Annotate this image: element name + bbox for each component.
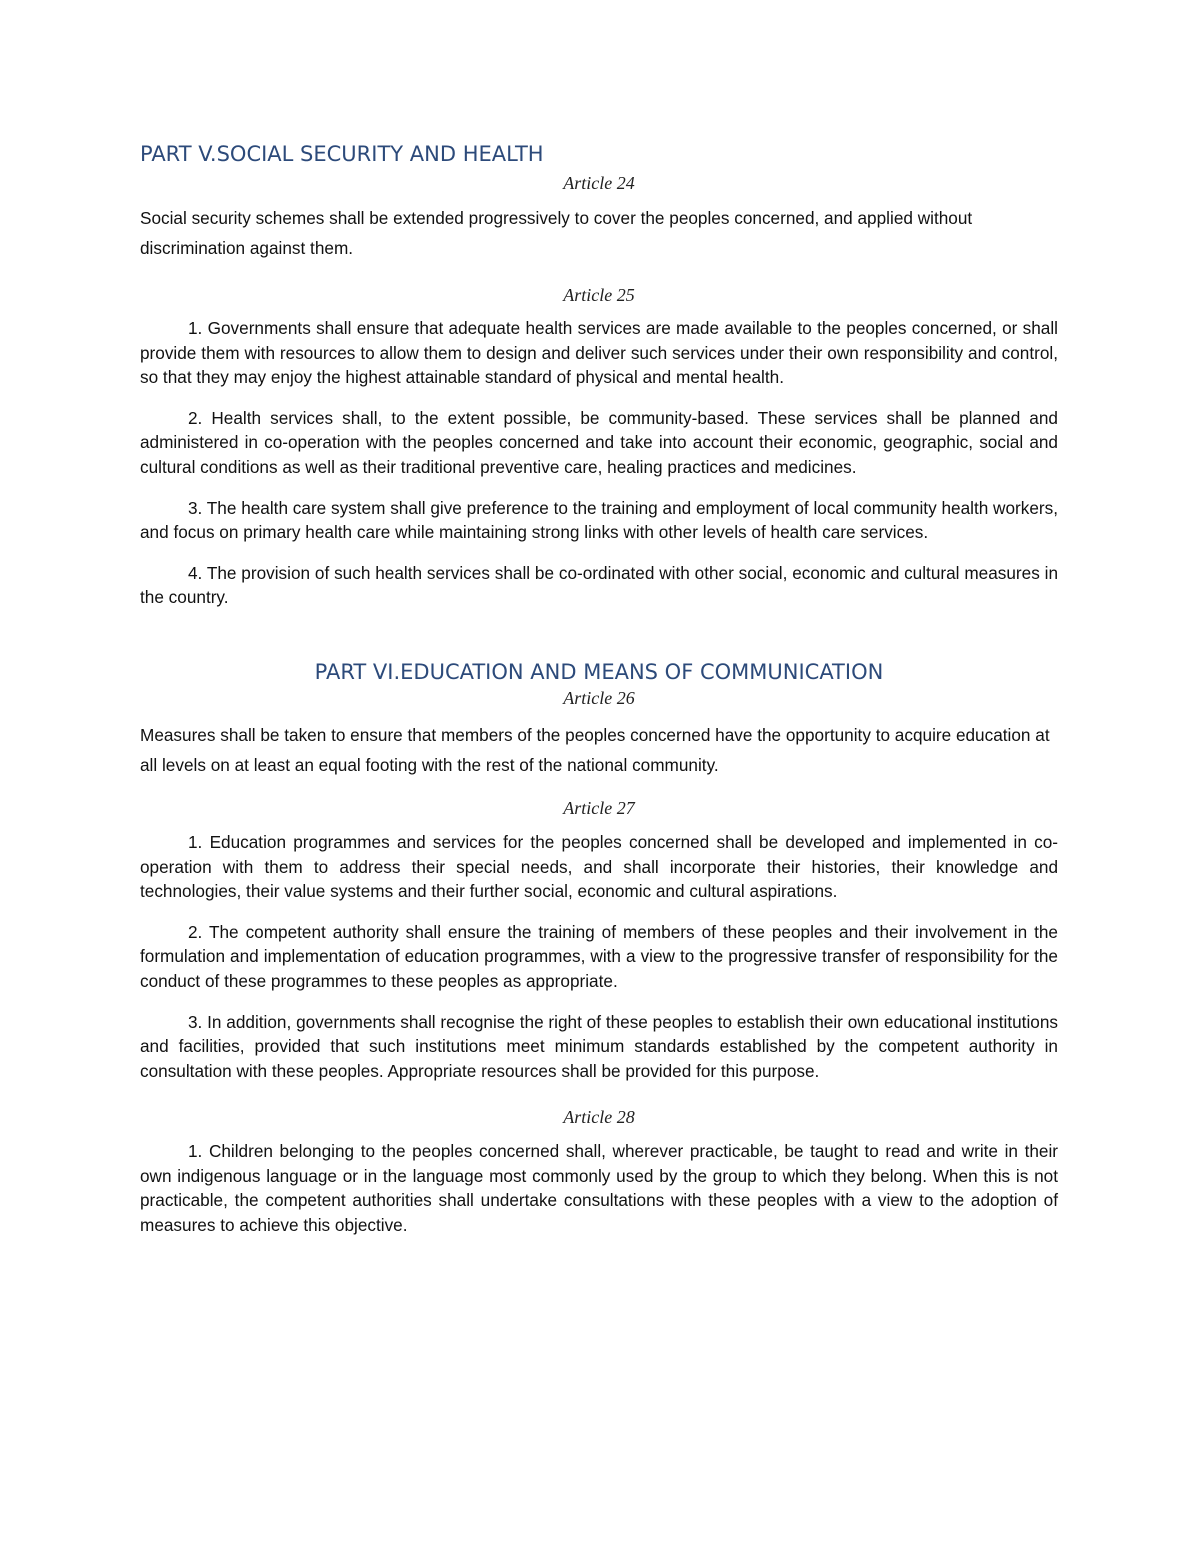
article-item: 3. In addition, governments shall recognise the right of these peoples to establish their own educational institutions and facilities, provided that such institutions meet minimum standards established by the competent authority in consultation with these peoples. Appropriate resources shall be provided for this purpose. <box>140 1011 1058 1081</box>
article-item: 4. The provision of such health services shall be co-ordinated with other social, economic and cultural measures in the country. <box>140 562 1058 608</box>
article-item: 3. The health care system shall give preference to the training and employment of local community health workers, and focus on primary health care while maintaining strong links with other levels of health care services. <box>140 497 1058 543</box>
article-title: Article 26 <box>563 687 635 708</box>
part-heading: PART VI.EDUCATION AND MEANS OF COMMUNICATION <box>314 659 884 684</box>
article-title: Article 27 <box>563 797 635 818</box>
article-title: Article 28 <box>563 1107 635 1128</box>
article-item: 2. The competent authority shall ensure the training of members of these peoples and their involvement in the formulation and implementation of education programmes, with a view to the progressive transfer of responsibility for the conduct of these programmes to these peoples as appropriate. <box>140 921 1058 991</box>
article-title: Article 25 <box>563 285 635 305</box>
document-page <box>140 140 1058 1238</box>
article-title: Article 24 <box>563 173 635 193</box>
article-paragraph: Measures shall be taken to ensure that members of the peoples concerned have the opportunity to acquire education at all levels on at least an equal footing with the rest of the national community. <box>140 724 1050 775</box>
article-item: 1. Children belonging to the peoples concerned shall, wherever practicable, be taught to read and write in their own indigenous language or in the language most commonly used by the group to which they belong. When this is not practicable, the competent authorities shall undertake consultations with these peoples with a view to the adoption of measures to achieve this objective. <box>140 1141 1058 1236</box>
article-item: 1. Education programmes and services for the peoples concerned shall be developed and implemented in co-operation with them to address their special needs, and shall incorporate their histories, their knowledge and technologies, their value systems and their further social, economic and cultural aspirations. <box>140 831 1058 902</box>
article-paragraph: Social security schemes shall be extended progressively to cover the peoples concerned, and applied without discrimination against them. <box>140 208 973 258</box>
article-item: 2. Health services shall, to the extent possible, be community-based. These services shall be planned and administered in co-operation with the peoples concerned and take into account their economic, geographic, social and cultural conditions as well as their traditional preventive care, healing practices and medicines. <box>140 407 1058 477</box>
article-item: 1. Governments shall ensure that adequate health services are made available to the peoples concerned, or shall provide them with resources to allow them to design and deliver such services under their own responsibility and control, so that they may enjoy the highest attainable standard of physical and mental health. <box>140 318 1058 388</box>
part-heading: PART V.SOCIAL SECURITY AND HEALTH <box>140 142 544 166</box>
